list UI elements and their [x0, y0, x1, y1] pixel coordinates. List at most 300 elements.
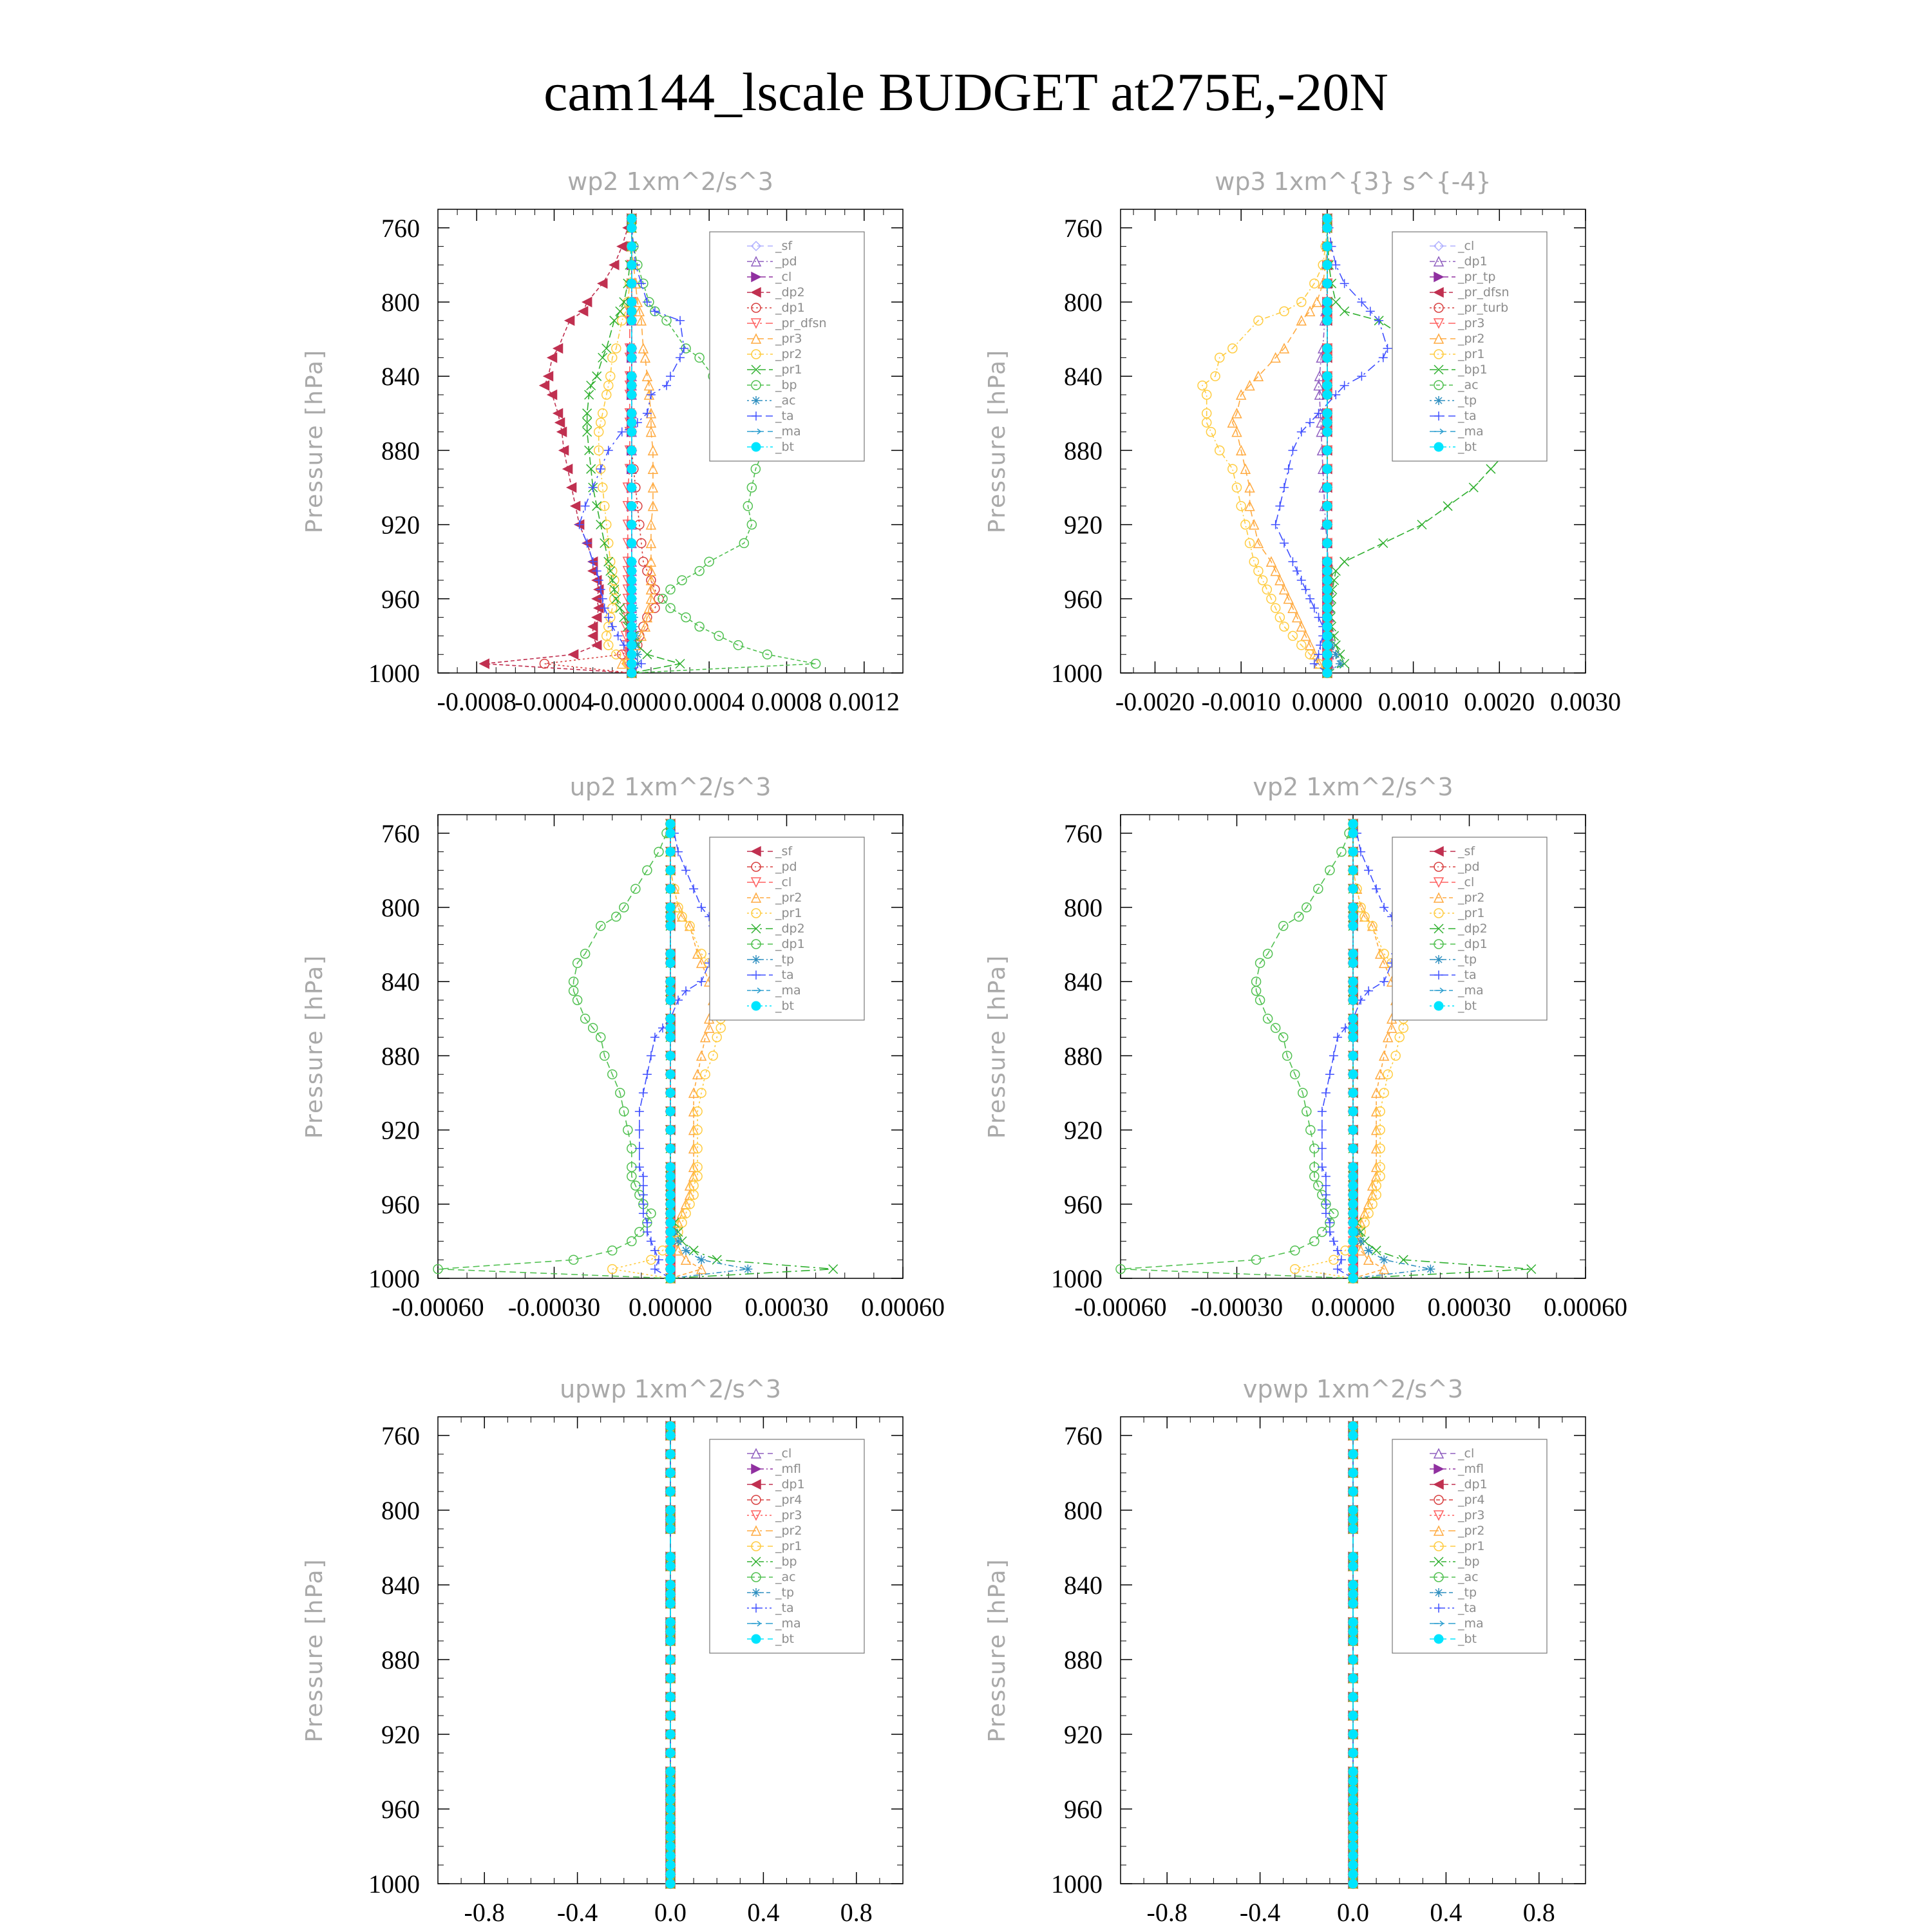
legend-label: _pr_tp: [1458, 270, 1496, 284]
data-point: [1323, 242, 1332, 251]
data-point: [1236, 502, 1245, 511]
data-point: [666, 996, 675, 1005]
data-point: [1228, 464, 1237, 473]
data-point: [1323, 307, 1332, 316]
data-point: [666, 1227, 675, 1236]
y-tick-label: 1000: [1051, 659, 1103, 688]
data-point: [666, 884, 675, 893]
data-point: [1329, 1255, 1338, 1264]
y-tick-label: 760: [381, 1421, 420, 1450]
legend-label: _cl: [1458, 239, 1475, 253]
legend-label: _pr1: [775, 906, 802, 920]
data-point: [1323, 428, 1332, 437]
data-point: [666, 1711, 675, 1720]
data-point: [614, 631, 623, 640]
legend: [1392, 1439, 1547, 1653]
data-point: [666, 1190, 675, 1199]
data-point: [627, 567, 636, 576]
data-point: [1325, 1070, 1334, 1079]
data-point: [666, 1636, 675, 1645]
legend-marker: [1434, 1001, 1443, 1010]
data-point: [1323, 409, 1332, 418]
data-point: [1469, 483, 1478, 492]
y-tick-label: 840: [381, 967, 420, 997]
data-point: [627, 381, 636, 390]
data-point: [1323, 668, 1332, 677]
data-point: [650, 1265, 659, 1274]
data-point: [1349, 1833, 1358, 1842]
data-point: [1340, 279, 1349, 288]
data-point: [697, 1255, 706, 1264]
data-point: [666, 958, 675, 967]
data-point: [701, 1033, 710, 1042]
data-point: [1349, 903, 1358, 912]
data-point: [639, 1209, 648, 1218]
legend-label: _dp2: [775, 285, 805, 299]
data-point: [1349, 1070, 1358, 1079]
data-point: [589, 631, 598, 640]
data-point: [1364, 1246, 1373, 1255]
legend-marker: [752, 1588, 761, 1597]
y-tick-label: 960: [1064, 1189, 1103, 1219]
y-tick-label: 920: [1064, 1115, 1103, 1145]
legend-label: _pr_dfsn: [775, 316, 827, 330]
y-tick-label: 840: [381, 1571, 420, 1600]
legend-label: _pr2: [775, 1524, 802, 1538]
panel-6: [984, 1375, 1586, 1927]
legend-label: _dp1: [1458, 254, 1488, 269]
data-point: [606, 567, 615, 576]
data-point: [1443, 502, 1452, 511]
data-point: [676, 353, 685, 362]
data-point: [666, 1879, 675, 1888]
data-point: [1323, 381, 1332, 390]
data-point: [1349, 1051, 1358, 1060]
data-point: [1379, 977, 1388, 986]
y-tick-label: 960: [1064, 1795, 1103, 1824]
data-point: [635, 1162, 644, 1171]
legend-label: _tp: [1458, 952, 1477, 967]
legend-label: _ta: [775, 1601, 794, 1615]
data-point: [1323, 576, 1332, 585]
y-tick-label: 960: [1064, 584, 1103, 614]
y-tick-label: 880: [381, 1041, 420, 1071]
data-point: [666, 903, 675, 912]
data-point: [1372, 884, 1381, 893]
data-point: [1202, 390, 1211, 399]
legend-label: _dp1: [775, 301, 805, 315]
data-point: [1349, 1107, 1358, 1116]
data-point: [627, 223, 636, 232]
data-point: [639, 1181, 648, 1190]
y-tick-label: 880: [381, 436, 420, 466]
data-point: [1280, 538, 1289, 547]
legend-label: _pr2: [1458, 891, 1485, 905]
legend-label: _sf: [775, 844, 793, 858]
data-point: [1323, 372, 1332, 381]
data-point: [666, 1553, 675, 1562]
data-point: [1349, 1711, 1358, 1720]
data-point: [627, 260, 636, 269]
data-point: [1323, 520, 1332, 529]
data-point: [666, 866, 675, 875]
data-point: [627, 428, 636, 437]
data-point: [1349, 912, 1358, 921]
data-point: [1360, 1209, 1369, 1218]
data-point: [610, 576, 619, 585]
legend-label: _bt: [775, 1632, 795, 1646]
data-point: [1215, 446, 1224, 455]
data-point: [666, 1823, 675, 1832]
data-point: [547, 353, 556, 362]
data-point: [1426, 1265, 1435, 1274]
data-point: [666, 912, 675, 921]
data-point: [1280, 622, 1289, 631]
x-tick-label: 0.0012: [828, 687, 900, 716]
data-point: [592, 567, 601, 576]
legend-label: _ac: [1458, 1570, 1479, 1584]
data-point: [666, 1767, 675, 1776]
data-point: [594, 576, 603, 585]
data-point: [666, 1655, 675, 1664]
x-tick-label: 0.00030: [1427, 1293, 1511, 1321]
data-point: [1349, 1655, 1358, 1664]
data-point: [1417, 520, 1426, 529]
legend-label: _pr3: [1458, 1508, 1485, 1522]
data-point: [666, 1506, 675, 1515]
data-point: [1383, 1033, 1392, 1042]
data-point: [666, 1674, 675, 1683]
data-point: [1323, 464, 1332, 473]
data-point: [564, 464, 573, 473]
data-point: [1323, 659, 1332, 668]
data-point: [647, 1255, 656, 1264]
legend-label: _ac: [775, 393, 796, 408]
legend-label: _tp: [1458, 393, 1477, 408]
data-point: [627, 641, 636, 650]
data-point: [1349, 1861, 1358, 1870]
y-tick-label: 840: [381, 362, 420, 392]
data-point: [596, 520, 605, 529]
y-axis-label: Pressure [hPa]: [301, 348, 328, 534]
x-tick-label: -0.4: [1239, 1898, 1281, 1927]
data-point: [666, 1524, 675, 1533]
data-point: [647, 1051, 656, 1060]
data-point: [1349, 1636, 1358, 1645]
data-point: [1383, 1070, 1392, 1079]
data-point: [583, 298, 592, 307]
x-tick-label: -0.0010: [1201, 687, 1281, 716]
data-point: [666, 1468, 675, 1477]
data-point: [1349, 1870, 1358, 1879]
data-point: [1323, 316, 1332, 325]
data-point: [581, 502, 590, 511]
legend-label: _pr1: [775, 363, 802, 377]
data-point: [1349, 1144, 1358, 1153]
legend-marker: [1434, 1634, 1443, 1643]
data-point: [647, 1236, 656, 1245]
panel-title: vpwp 1xm^2/s^3: [1242, 1375, 1464, 1403]
data-point: [666, 1450, 675, 1459]
data-point: [1329, 1051, 1338, 1060]
data-point: [1383, 344, 1392, 353]
data-point: [637, 279, 646, 288]
data-point: [666, 1107, 675, 1116]
data-point: [592, 613, 601, 622]
data-point: [1349, 1618, 1358, 1627]
x-tick-label: -0.00030: [507, 1293, 601, 1321]
panel-4: [984, 773, 1627, 1321]
data-point: [1349, 1674, 1358, 1683]
legend-label: _bp: [775, 1555, 797, 1569]
panel-2: [984, 167, 1621, 716]
x-tick-label: 0.0030: [1550, 687, 1621, 716]
x-tick-label: 0.0000: [1291, 687, 1363, 716]
data-point: [1336, 659, 1345, 668]
data-point: [693, 949, 702, 958]
series-line: [1121, 824, 1353, 1278]
x-tick-label: -0.0000: [592, 687, 672, 716]
y-axis-label: Pressure [hPa]: [984, 348, 1010, 534]
legend-label: _bt: [1458, 1632, 1477, 1646]
data-point: [1323, 557, 1332, 566]
data-point: [1349, 1431, 1358, 1440]
legend-label: _tp: [775, 1586, 795, 1600]
data-point: [1323, 214, 1332, 223]
data-point: [1333, 1246, 1342, 1255]
data-point: [1349, 1209, 1358, 1218]
data-point: [666, 1014, 675, 1023]
y-tick-label: 880: [1064, 436, 1103, 466]
data-point: [1323, 567, 1332, 576]
data-point: [618, 428, 627, 437]
data-point: [1349, 1162, 1358, 1171]
data-point: [1314, 613, 1323, 622]
y-tick-label: 880: [1064, 1041, 1103, 1071]
data-point: [1349, 1190, 1358, 1199]
data-point: [666, 1051, 675, 1060]
legend-label: _ma: [775, 1616, 801, 1631]
data-point: [1349, 1088, 1358, 1097]
data-point: [666, 1236, 675, 1245]
legend: [710, 837, 864, 1020]
data-point: [627, 538, 636, 547]
legend-label: _ma: [1458, 424, 1484, 439]
data-point: [1379, 538, 1388, 547]
data-point: [1349, 1468, 1358, 1477]
data-point: [627, 446, 636, 455]
data-point: [627, 483, 636, 492]
data-point: [1323, 223, 1332, 232]
data-point: [666, 922, 675, 931]
data-point: [654, 848, 663, 857]
data-point: [1349, 1023, 1358, 1032]
data-point: [627, 464, 636, 473]
data-point: [1372, 1246, 1381, 1255]
data-point: [666, 949, 675, 958]
data-point: [1318, 1107, 1327, 1116]
data-point: [666, 1181, 675, 1190]
data-point: [650, 1033, 659, 1042]
data-point: [697, 977, 706, 986]
data-point: [1376, 949, 1385, 958]
data-point: [689, 884, 698, 893]
data-point: [1321, 1088, 1331, 1097]
data-point: [1323, 613, 1332, 622]
data-point: [627, 298, 636, 307]
data-point: [1349, 1422, 1358, 1431]
data-point: [1349, 977, 1358, 986]
y-axis-label: Pressure [hPa]: [984, 1558, 1010, 1743]
data-point: [666, 1748, 675, 1757]
data-point: [1288, 557, 1297, 566]
legend-label: _dp2: [775, 922, 805, 936]
panel-title: upwp 1xm^2/s^3: [560, 1375, 781, 1403]
data-point: [647, 390, 656, 399]
legend-marker: [1434, 442, 1443, 451]
data-point: [712, 1255, 721, 1264]
legend-label: _pr1: [775, 1539, 802, 1553]
legend-label: _bt: [1458, 999, 1477, 1013]
data-point: [1258, 576, 1267, 585]
legend-marker: [1434, 955, 1443, 964]
legend-label: _tp: [1458, 1586, 1477, 1600]
data-point: [1349, 884, 1358, 893]
data-point: [666, 1842, 675, 1851]
data-point: [616, 307, 625, 316]
y-tick-label: 840: [1064, 1571, 1103, 1600]
data-point: [1349, 819, 1358, 828]
data-point: [1312, 298, 1321, 307]
legend-label: _pr1: [1458, 906, 1485, 920]
data-point: [618, 242, 627, 251]
data-point: [1275, 502, 1284, 511]
data-point: [666, 1070, 675, 1079]
data-point: [1349, 1487, 1358, 1496]
data-point: [1241, 464, 1250, 473]
legend: [710, 232, 864, 461]
data-point: [689, 1246, 698, 1255]
data-point: [627, 650, 636, 659]
y-tick-label: 1000: [1051, 1264, 1103, 1293]
legend-label: _pr4: [775, 1493, 802, 1507]
legend-label: _dp2: [1458, 922, 1488, 936]
data-point: [666, 1209, 675, 1218]
legend-label: _pr1: [1458, 1539, 1485, 1553]
x-tick-label: 0.00000: [629, 1293, 712, 1321]
data-point: [567, 483, 576, 492]
page-title: cam144_lscale BUDGET at275E,-20N: [544, 62, 1388, 122]
data-point: [1337, 848, 1346, 857]
data-point: [666, 1246, 675, 1255]
data-point: [1323, 641, 1332, 650]
legend-label: _cl: [1458, 875, 1475, 889]
y-tick-label: 760: [1064, 819, 1103, 848]
legend: [710, 1439, 864, 1653]
x-tick-label: -0.8: [1146, 1898, 1188, 1927]
data-point: [1349, 1580, 1358, 1589]
data-point: [1349, 996, 1358, 1005]
y-tick-label: 800: [1064, 893, 1103, 922]
legend-label: _pr_dfsn: [1458, 285, 1510, 299]
data-point: [1323, 418, 1332, 427]
data-point: [1306, 1126, 1315, 1135]
data-point: [554, 409, 563, 418]
data-point: [627, 390, 636, 399]
data-point: [1349, 1033, 1358, 1042]
data-point: [666, 1144, 675, 1153]
x-tick-label: 0.0: [1337, 1898, 1369, 1927]
data-point: [1323, 603, 1332, 612]
data-point: [1349, 1181, 1358, 1190]
data-point: [1329, 1236, 1338, 1245]
data-point: [604, 446, 613, 455]
data-point: [556, 418, 565, 427]
data-point: [666, 1431, 675, 1440]
y-tick-label: 760: [381, 213, 420, 243]
x-tick-label: 0.00000: [1311, 1293, 1395, 1321]
data-point: [1349, 1777, 1358, 1786]
data-point: [579, 307, 588, 316]
data-point: [1333, 1033, 1342, 1042]
series-line: [438, 824, 670, 1278]
data-point: [1249, 557, 1258, 566]
data-point: [666, 977, 675, 986]
legend-label: _pd: [1458, 860, 1480, 874]
data-point: [606, 557, 615, 566]
y-axis-label: Pressure [hPa]: [984, 954, 1010, 1139]
data-point: [600, 538, 609, 547]
legend-label: _pr2: [1458, 1524, 1485, 1538]
data-point: [627, 659, 636, 668]
legend-marker: [752, 955, 761, 964]
data-point: [1323, 622, 1332, 631]
data-point: [1293, 567, 1302, 576]
data-point: [666, 1852, 675, 1861]
data-point: [666, 987, 675, 996]
legend-label: _dp1: [1458, 1477, 1488, 1492]
data-point: [1323, 279, 1332, 288]
y-axis-label: Pressure [hPa]: [301, 954, 328, 1139]
y-tick-label: 960: [381, 584, 420, 614]
y-tick-label: 760: [1064, 1421, 1103, 1450]
data-point: [608, 576, 617, 585]
y-tick-label: 920: [381, 1720, 420, 1749]
legend-label: _ma: [1458, 983, 1484, 998]
data-point: [554, 344, 563, 353]
y-tick-label: 1000: [368, 1264, 420, 1293]
data-point: [627, 372, 636, 381]
legend-marker: [752, 1634, 761, 1643]
data-point: [627, 307, 636, 316]
data-point: [1349, 1172, 1358, 1181]
data-point: [596, 418, 605, 427]
data-point: [618, 316, 627, 325]
legend-label: _pr_turb: [1458, 301, 1509, 315]
data-point: [592, 641, 601, 650]
legend-label: _ta: [775, 409, 794, 423]
data-point: [666, 1562, 675, 1571]
legend-label: _pr4: [1458, 1493, 1485, 1507]
y-tick-label: 840: [1064, 362, 1103, 392]
data-point: [1349, 1562, 1358, 1571]
data-point: [627, 613, 636, 622]
data-point: [1349, 1553, 1358, 1562]
legend-marker: [752, 442, 761, 451]
data-point: [1340, 557, 1349, 566]
data-point: [695, 622, 704, 631]
data-point: [639, 1190, 648, 1199]
